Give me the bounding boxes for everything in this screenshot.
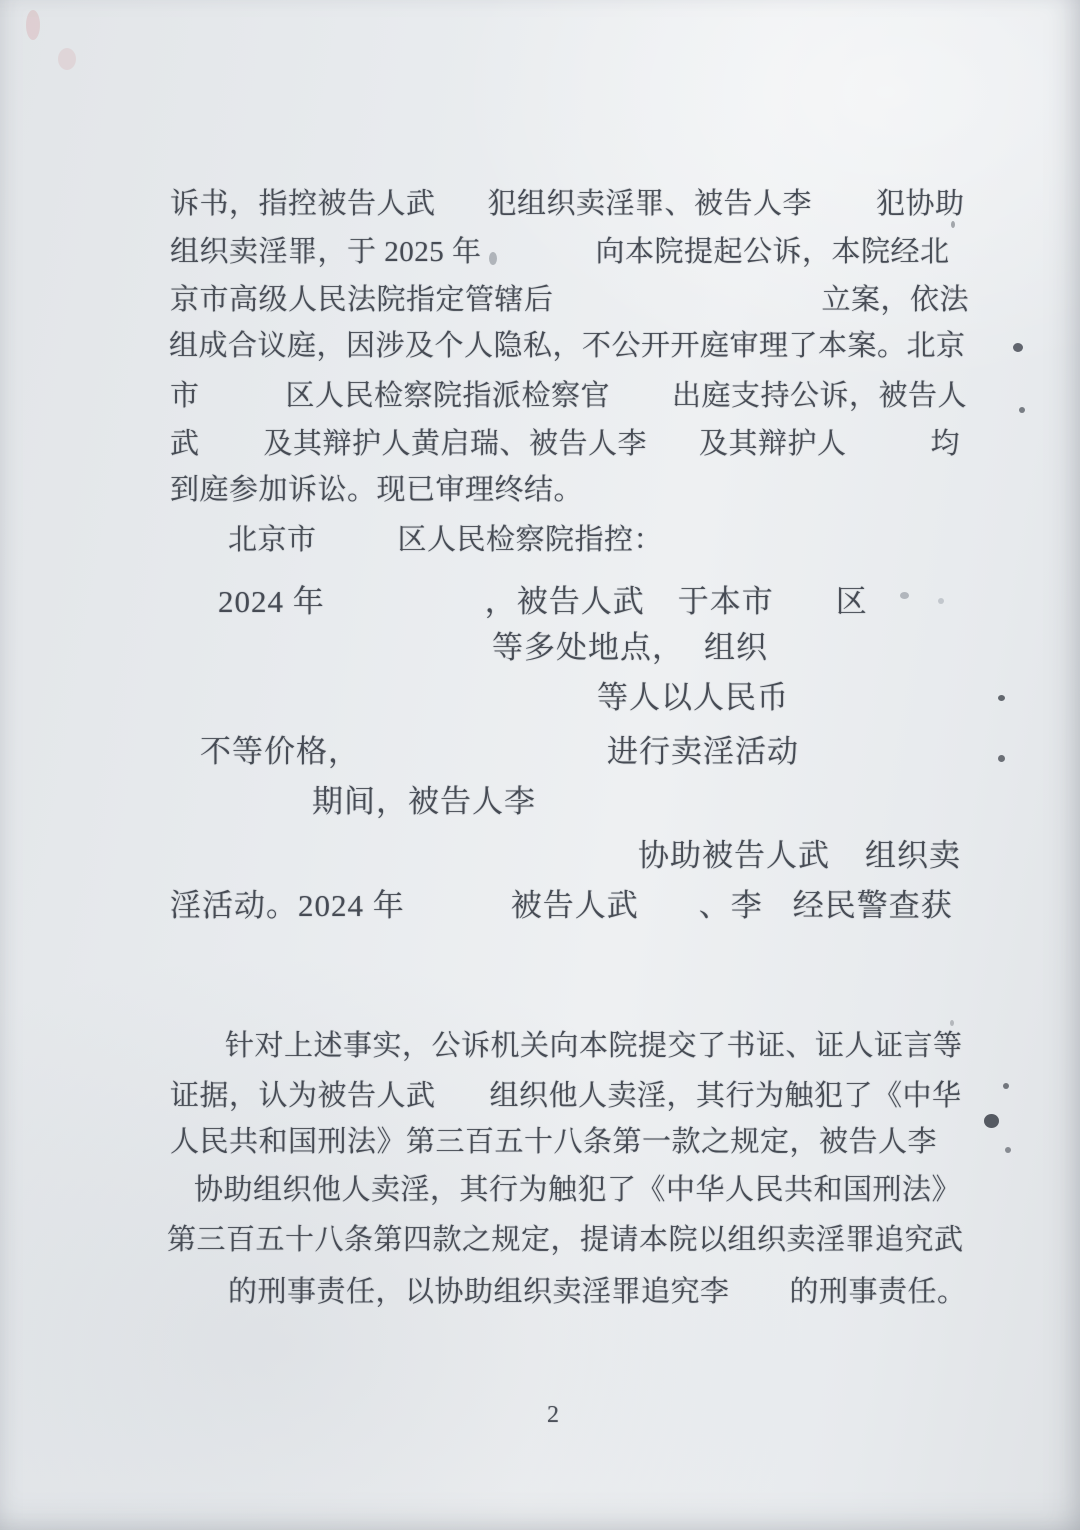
text-segment: 被告人武 bbox=[510, 888, 639, 923]
text-segment: 组织他人卖淫，其行为触犯了《中华 bbox=[489, 1080, 962, 1112]
ink-speck bbox=[26, 10, 40, 40]
text-line bbox=[200, 731, 799, 772]
text-segment: 向本院提起公诉，本院经北 bbox=[595, 236, 950, 268]
redacted-blank bbox=[830, 835, 865, 866]
text-segment: 等多处地点， bbox=[492, 630, 684, 665]
redacted-blank bbox=[405, 885, 511, 916]
text-segment: 组成合议庭，因涉及个人隐私，不公开开庭审理了本案。北京 bbox=[169, 330, 966, 362]
text-segment: 第三百五十八条第四款之规定，提请本院以组织卖淫罪追究武 bbox=[167, 1224, 964, 1256]
redacted-blank bbox=[436, 184, 488, 213]
text-segment: 出庭支持公诉，被告人 bbox=[672, 380, 968, 412]
text-segment: 组织卖淫罪，于 2025 年 bbox=[170, 236, 482, 268]
text-line bbox=[218, 581, 868, 622]
text-line bbox=[167, 1222, 964, 1258]
ink-speck bbox=[998, 695, 1005, 701]
text-segment: 及其辩护人 bbox=[699, 428, 847, 460]
text-segment: 区人民检察院指控： bbox=[397, 524, 664, 556]
redacted-blank bbox=[847, 424, 931, 453]
redacted-blank bbox=[647, 424, 699, 453]
text-line bbox=[170, 184, 965, 222]
redacted-blank bbox=[774, 581, 836, 612]
text-line bbox=[312, 783, 536, 822]
text-line bbox=[170, 472, 583, 508]
text-line bbox=[597, 679, 789, 718]
page-number: 2 bbox=[547, 1402, 559, 1428]
text-segment: 区人民检察院指派检察官 bbox=[285, 380, 611, 412]
text-line bbox=[170, 1076, 962, 1114]
redacted-blank bbox=[645, 581, 678, 612]
redacted-blank bbox=[684, 627, 704, 658]
text-segment: 犯协助 bbox=[876, 188, 965, 220]
redacted-blank bbox=[360, 731, 607, 762]
text-segment: 立案，依法 bbox=[821, 284, 970, 316]
ink-speck bbox=[950, 1020, 954, 1026]
ink-speck bbox=[998, 755, 1005, 762]
ink-speck bbox=[938, 598, 944, 604]
text-segment: 证据，认为被告人武 bbox=[170, 1080, 436, 1112]
text-segment: 进行卖淫活动 bbox=[607, 734, 799, 769]
text-line bbox=[225, 1028, 963, 1064]
text-line bbox=[170, 376, 967, 414]
text-segment: ，被告人武 bbox=[484, 584, 645, 619]
text-line bbox=[228, 520, 663, 558]
text-segment: 的刑事责任，以协助组织卖淫罪追究李 bbox=[228, 1276, 730, 1308]
text-segment: 2024 年 bbox=[218, 584, 325, 619]
text-line bbox=[170, 280, 969, 318]
ink-speck bbox=[1013, 343, 1023, 352]
text-segment: 诉书，指控被告人武 bbox=[170, 188, 436, 220]
text-segment: 京市高级人民法院指定管辖后 bbox=[170, 284, 554, 316]
ink-speck bbox=[1005, 1147, 1011, 1153]
ink-speck bbox=[951, 221, 955, 228]
text-segment: 淫活动。2024 年 bbox=[170, 888, 405, 923]
ink-speck bbox=[900, 592, 909, 599]
redacted-blank bbox=[200, 424, 264, 453]
text-segment: 组织 bbox=[704, 630, 768, 665]
redacted-blank bbox=[436, 1076, 490, 1105]
text-segment: 等人以人民币 bbox=[597, 680, 789, 715]
ink-speck bbox=[1003, 1083, 1009, 1089]
text-segment: 、李 bbox=[698, 888, 763, 923]
text-segment: 均 bbox=[930, 428, 961, 460]
text-segment: 针对上述事实，公诉机关向本院提交了书证、证人证言等 bbox=[225, 1030, 963, 1062]
text-line bbox=[170, 1124, 937, 1160]
ink-speck bbox=[489, 252, 497, 265]
text-line bbox=[170, 885, 953, 926]
redacted-blank bbox=[200, 376, 286, 405]
text-segment: 协助被告人武 bbox=[638, 838, 830, 873]
text-segment: 不等价格， bbox=[200, 734, 360, 769]
text-segment: 区 bbox=[835, 584, 868, 619]
text-segment: 武 bbox=[170, 428, 200, 460]
text-line bbox=[228, 1272, 967, 1310]
redacted-blank bbox=[554, 280, 822, 309]
redacted-blank bbox=[639, 885, 699, 916]
redacted-blank bbox=[730, 1272, 790, 1301]
text-line bbox=[492, 627, 768, 668]
text-line bbox=[169, 328, 966, 364]
text-segment: 期间，被告人李 bbox=[312, 784, 536, 819]
redacted-blank bbox=[325, 581, 485, 612]
redacted-blank bbox=[317, 520, 398, 549]
text-segment: 犯组织卖淫罪、被告人李 bbox=[487, 188, 813, 220]
text-segment: 的刑事责任。 bbox=[789, 1276, 967, 1308]
text-line bbox=[194, 1172, 961, 1208]
redacted-blank bbox=[610, 376, 672, 405]
text-segment: 及其辩护人黄启瑞、被告人李 bbox=[263, 428, 648, 460]
text-segment: 市 bbox=[170, 380, 200, 412]
ink-speck bbox=[1019, 407, 1025, 413]
ink-speck bbox=[950, 846, 954, 852]
text-segment: 于本市 bbox=[677, 584, 774, 619]
text-segment: 组织卖 bbox=[865, 838, 961, 873]
ink-speck bbox=[58, 48, 76, 70]
ink-speck bbox=[984, 1114, 999, 1128]
text-line bbox=[170, 424, 960, 462]
text-segment: 协助组织他人卖淫，其行为触犯了《中华人民共和国刑法》 bbox=[194, 1174, 962, 1206]
ink-speck bbox=[950, 288, 954, 293]
text-segment: 到庭参加诉讼。现已审理终结。 bbox=[170, 474, 584, 506]
redacted-blank bbox=[812, 184, 876, 213]
text-segment: 北京市 bbox=[228, 524, 317, 556]
redacted-blank bbox=[482, 232, 596, 261]
text-segment: 经民警查获 bbox=[792, 888, 953, 923]
redacted-blank bbox=[763, 885, 793, 916]
text-line bbox=[638, 835, 961, 876]
text-segment: 人民共和国刑法》第三百五十八条第一款之规定，被告人李 bbox=[170, 1126, 938, 1158]
text-line bbox=[170, 232, 950, 270]
